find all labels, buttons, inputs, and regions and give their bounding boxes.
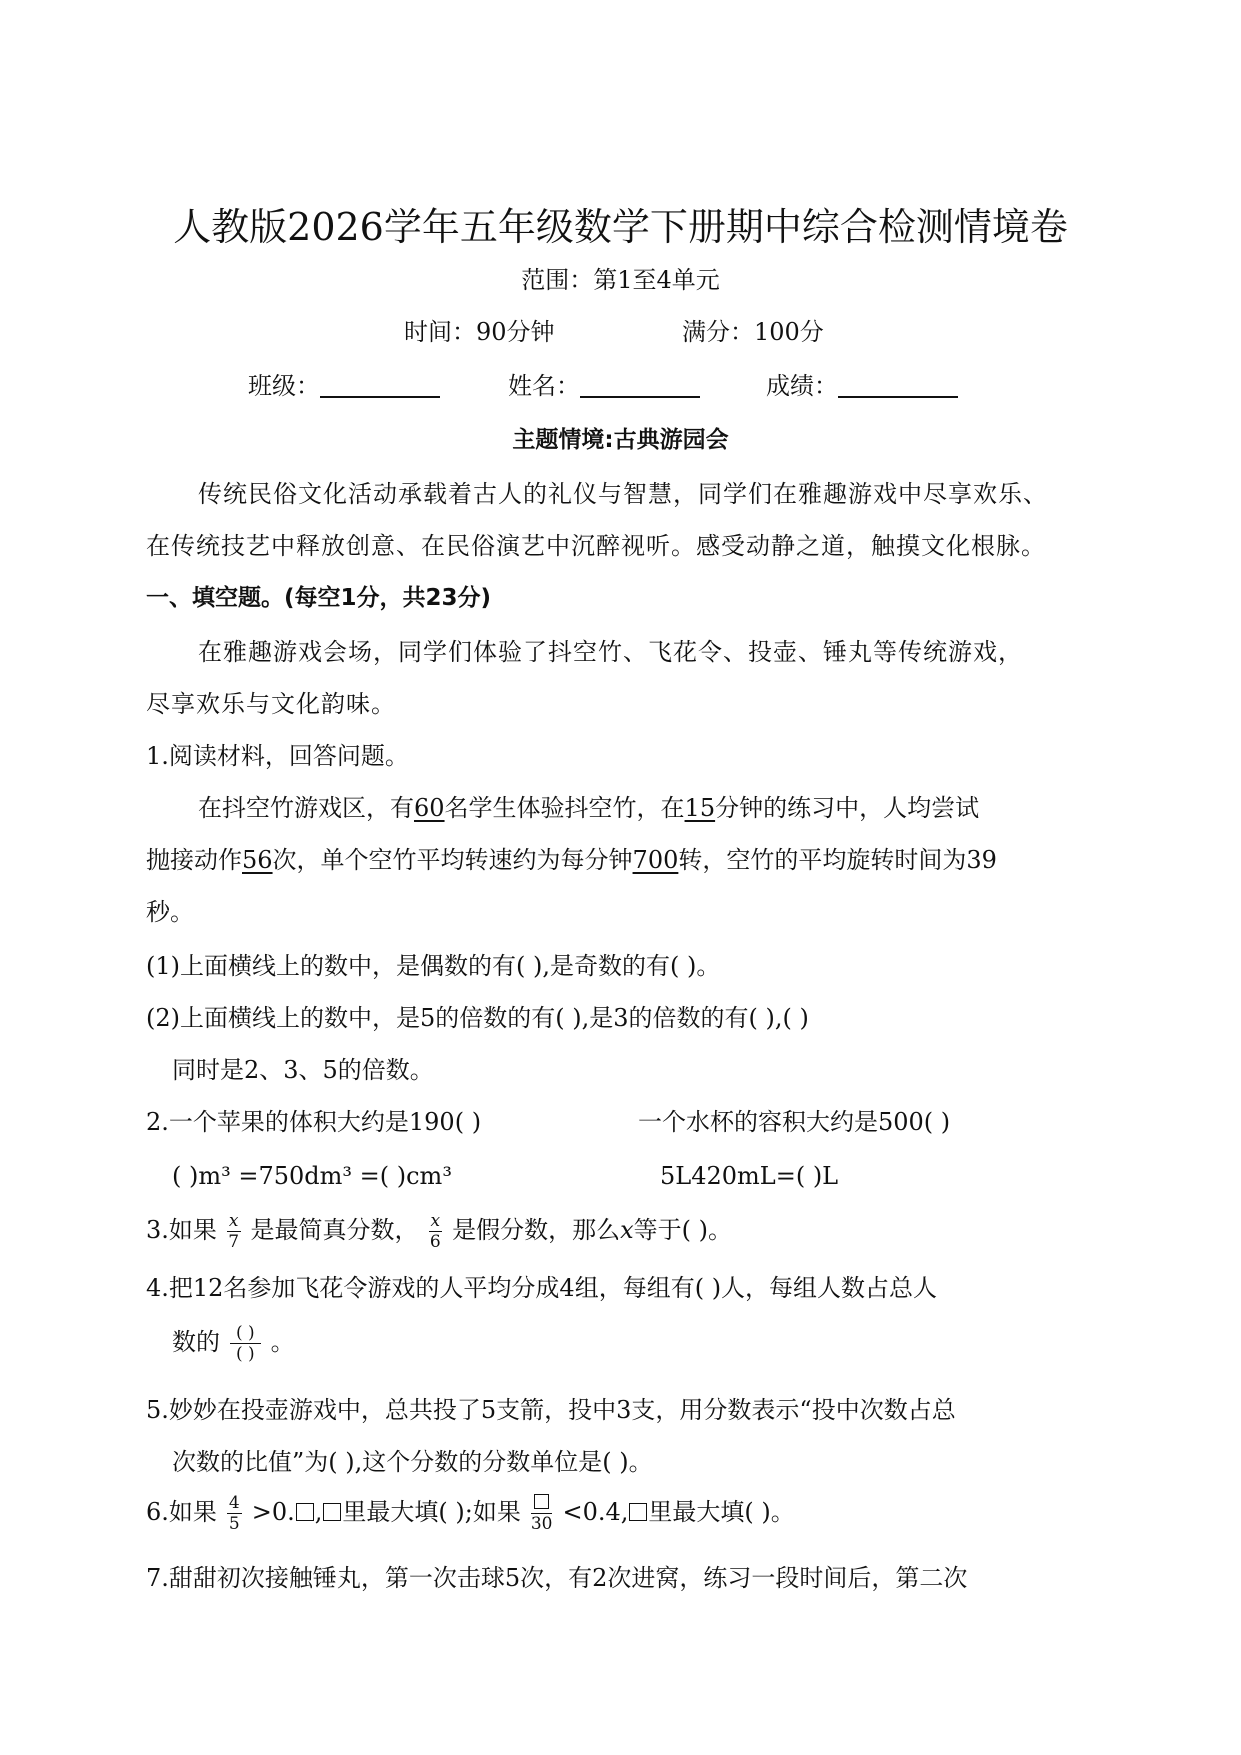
theme-title: 主题情境:古典游园会: [512, 427, 729, 453]
question-2-capacity-convert: 5L420mL=( )L: [660, 1162, 839, 1190]
number-700: 700: [632, 846, 679, 874]
square-box: [296, 1503, 314, 1521]
exam-full-score: 满分：100分: [682, 318, 824, 346]
number-56: 56: [242, 846, 273, 874]
variable-x: x: [620, 1216, 634, 1244]
section-1-heading: 一、填空题。(每空1分，共23分): [146, 585, 492, 611]
question-1-label: 1.阅读材料，回答问题。: [146, 742, 409, 770]
question-1-material-line-1: 在抖空竹游戏区，有60名学生体验抖空竹，在15分钟的练习中，人均尝试: [198, 794, 980, 822]
number-60: 60: [414, 794, 445, 822]
fraction-box-over-30: 30: [531, 1493, 553, 1534]
exam-title: 人教版2026学年五年级数学下册期中综合检测情境卷: [173, 205, 1068, 249]
question-2-apple: 2.一个苹果的体积大约是190( ): [146, 1108, 482, 1136]
question-6: 6.如果 $\frac{4}{5}$ >0. , 里最大填( );如果 30 <0.4, 里最大填( )。: [146, 1493, 795, 1534]
score-label: 成绩：: [766, 372, 838, 400]
question-5-line-2: 次数的比值”为( ),这个分数的分数单位是( )。: [172, 1448, 653, 1476]
question-2-volume-convert: ( )m³ =750dm³ =( )cm³: [172, 1162, 452, 1190]
name-field: [508, 370, 700, 402]
question-7-line-1: 7.甜甜初次接触锤丸，第一次击球5次，有2次进窝，练习一段时间后，第二次: [146, 1564, 968, 1592]
question-2-cup: 一个水杯的容积大约是500( ): [638, 1108, 951, 1136]
question-1-part-2-line-2: 同时是2、3、5的倍数。: [172, 1056, 434, 1084]
theme-intro-line-1: 传统民俗文化活动承载着古人的礼仪与智慧，同学们在雅趣游戏中尽享欢乐、: [198, 480, 1048, 508]
question-4-line-2: 数的 $\frac{( )}{( )}$ 。: [172, 1323, 295, 1364]
class-blank[interactable]: [320, 372, 440, 398]
question-1-part-2-line-1: (2)上面横线上的数中，是5的倍数的有( ),是3的倍数的有( ),( ): [146, 1004, 809, 1032]
section-1-intro-line-1: 在雅趣游戏会场，同学们体验了抖空竹、飞花令、投壶、锤丸等传统游戏，: [198, 638, 1023, 666]
question-1-material-line-2: 抛接动作56次，单个空竹平均转速约为每分钟700转，空竹的平均旋转时间为39: [146, 846, 997, 874]
exam-scope: 范围：第1至4单元: [521, 266, 720, 294]
fraction-blank[interactable]: $\frac{( )}{( )}$: [230, 1323, 261, 1364]
section-1-intro-line-2: 尽享欢乐与文化韵味。: [146, 690, 396, 718]
exam-time: 时间：90分钟: [404, 318, 555, 346]
fraction-x-over-7: $\frac{x}{7}$: [228, 1211, 240, 1252]
fraction-x-over-6: $\frac{x}{6}$: [429, 1211, 441, 1252]
number-15: 15: [684, 794, 716, 822]
question-5-line-1: 5.妙妙在投壶游戏中，总共投了5支箭，投中3支，用分数表示“投中次数占总: [146, 1396, 956, 1424]
fraction-4-over-5: $\frac{4}{5}$: [228, 1493, 240, 1534]
score-blank[interactable]: [838, 372, 958, 398]
theme-intro-line-2: 在传统技艺中释放创意、在民俗演艺中沉醉视听。感受动静之道，触摸文化根脉。: [146, 532, 1046, 560]
class-field: [248, 370, 440, 402]
name-label: 姓名：: [508, 372, 580, 400]
square-box: [534, 1494, 549, 1509]
question-3: 3.如果 $\frac{x}{7}$ 是最简真分数， $\frac{x}{6}$ 是假分数，那么x等于( )。: [146, 1211, 732, 1252]
name-blank[interactable]: [580, 372, 700, 398]
question-1-part-1: (1)上面横线上的数中，是偶数的有( ),是奇数的有( )。: [146, 952, 721, 980]
square-box: [629, 1503, 647, 1521]
score-field: [766, 370, 958, 402]
class-label: 班级：: [248, 372, 320, 400]
square-box: [323, 1503, 341, 1521]
question-4-line-1: 4.把12名参加飞花令游戏的人平均分成4组，每组有( )人，每组人数占总人: [146, 1274, 938, 1302]
question-1-material-line-3: 秒。: [146, 898, 194, 926]
